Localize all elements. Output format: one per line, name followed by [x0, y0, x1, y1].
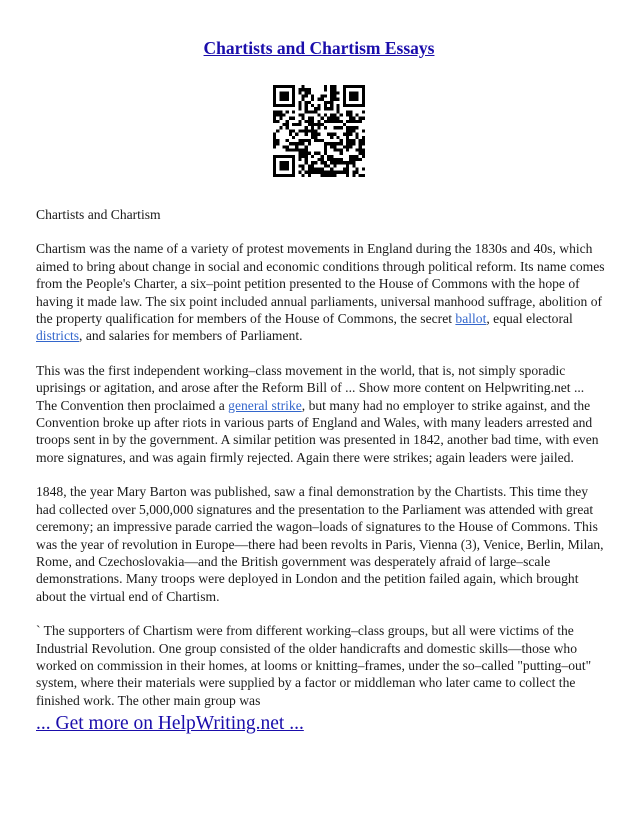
paragraph-2-text-2: , but many had no employer to strike against, and the Convention broke up after riots in various parts of England and Wales, with many leaders arrested and troops sent in by the government. A similar petition was presented in 1842, another bad time, with even more signatures, and was again firmly rejected. Again there were strikes; again leaders were jailed.	[36, 397, 599, 465]
qr-code-image	[273, 85, 365, 177]
paragraph-2-text: This was the first independent working–class movement in the world, that is, not simply sporadic uprisings or agitation, and arose after the Reform Bill of ... Show more content on Helpwriting.net ... The Convention then proclaimed a	[36, 362, 585, 413]
paragraph-1-text-3: , and salaries for members of Parliament.	[79, 328, 303, 344]
districts-link[interactable]: districts	[36, 328, 80, 344]
paragraph-4: ` The supporters of Chartism were from different working–class groups, but all were victims of the Industrial Revolution. One group consisted of the older handicrafts and domestic skills—those who worked on commission in their homes, at looms or knitting–frames, under the so–called "putting–out" system, where their materials were supplied by a factor or middleman who later came to collect the finished work. The other main group was	[36, 623, 592, 708]
section-heading: Chartists and Chartism	[36, 207, 161, 222]
general-strike-link[interactable]: general strike	[228, 397, 302, 413]
get-more-link[interactable]: ... Get more on HelpWriting.net ...	[36, 713, 304, 734]
ballot-link[interactable]: ballot	[455, 311, 487, 327]
paragraph-3: 1848, the year Mary Barton was published, saw a final demonstration by the Chartists. This time they had collected over 5,000,000 signatures and the presentation to the Parliament was attended with great ceremony; an impressive parade carried the wagon–loads of signatures to the House of Commons. This was the year of revolution in Europe—there had been revolts in Paris, Vienna (3), Venice, Berlin, Milan, Rome, and Czechoslovakia—and the British government was desperately afraid of large–scale demonstrations. Many troops were deployed in London and the petition failed again, which brought about the virtual end of Chartism.	[36, 484, 604, 604]
document-title-link[interactable]: Chartists and Chartism Essays	[203, 38, 435, 58]
paragraph-2	[36, 362, 608, 466]
paragraph-1	[36, 240, 608, 344]
paragraph-1-text: Chartism was the name of a variety of protest movements in England during the 1830s and 40s, which aimed to bring about change in social and economic conditions through political reform. Its name comes from the People's Charter, a six–point petition presented to the House of Commons with the hope of having it made law. The six point included annual parliaments, universal manhood suffrage, abolition of the property qualification for members of the House of Commons, the secret	[36, 241, 605, 327]
paragraph-1-text-2: , equal electoral	[486, 311, 573, 327]
document-body	[36, 206, 608, 726]
